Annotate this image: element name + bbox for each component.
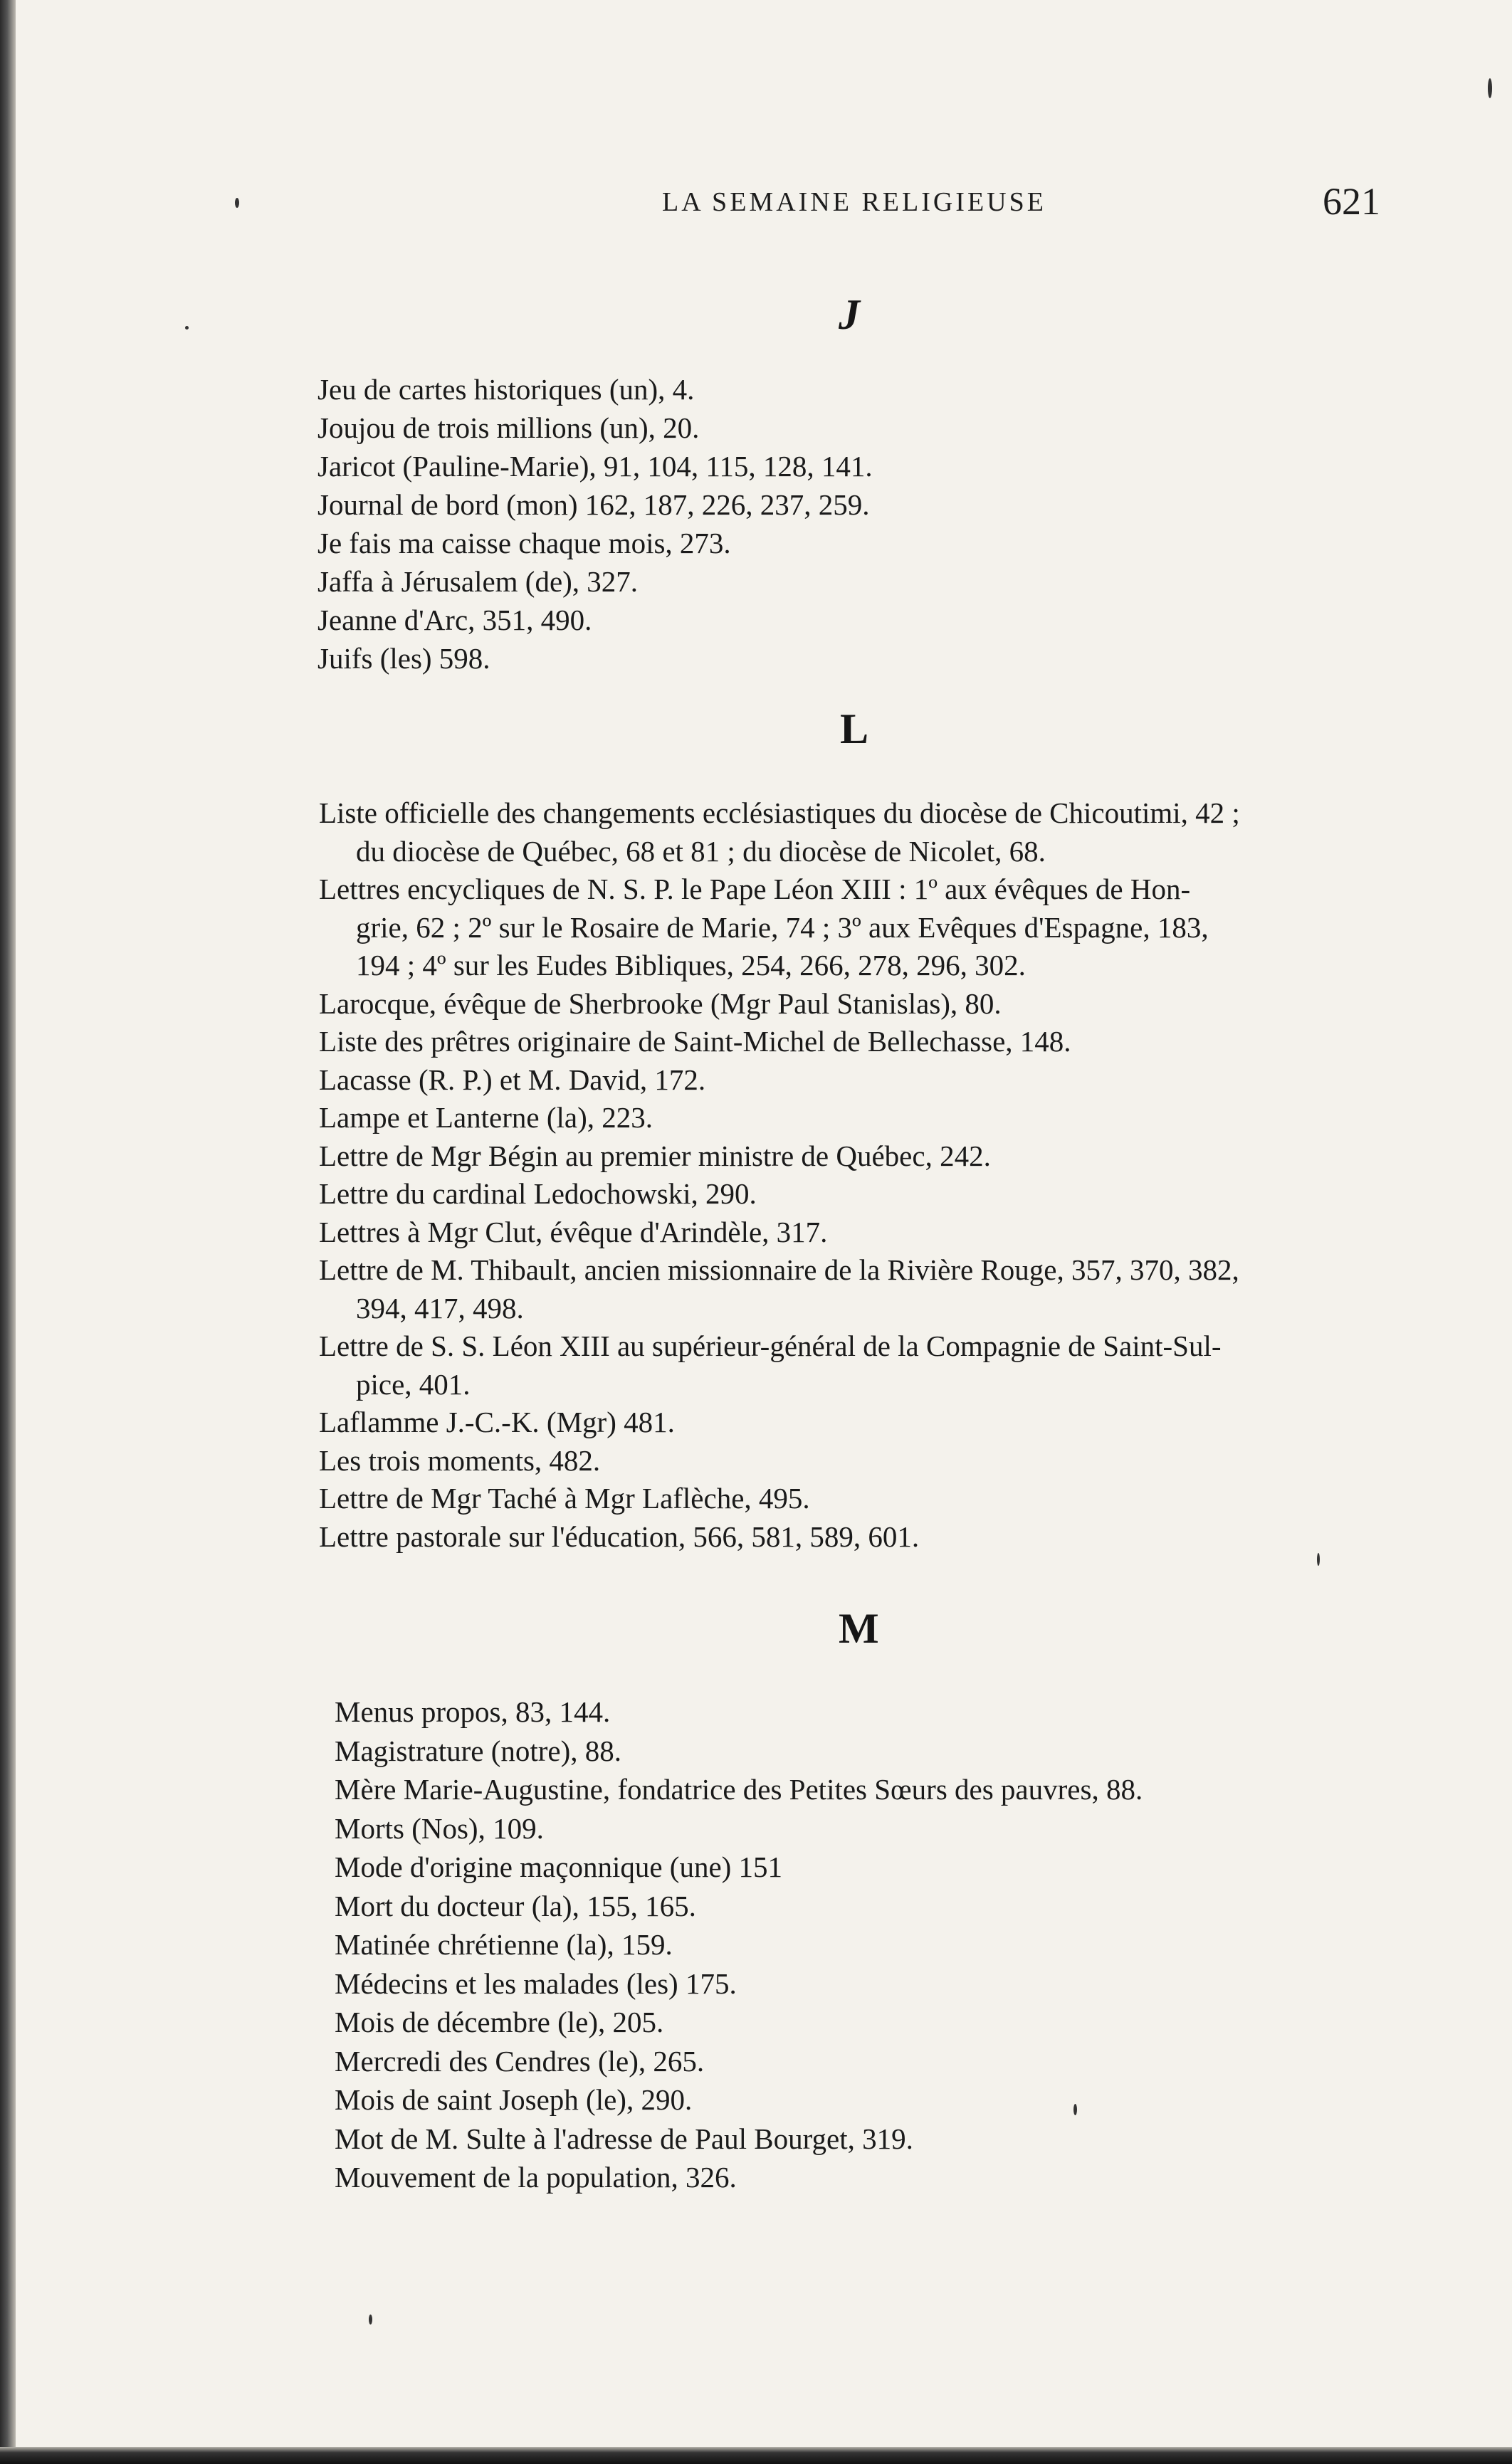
index-entry: Lettre du cardinal Ledochowski, 290. <box>319 1177 757 1210</box>
index-entry: Mouvement de la population, 326. <box>335 2161 737 2194</box>
scan-speck <box>1488 78 1492 98</box>
index-entry: Mois de saint Joseph (le), 290. <box>335 2083 693 2116</box>
index-entry: Lettre pastorale sur l'éducation, 566, 581, 589, 601. <box>319 1520 920 1553</box>
index-entry: Jaricot (Pauline-Marie), 91, 104, 115, 128, 141. <box>317 450 873 483</box>
index-entry: Magistrature (notre), 88. <box>335 1734 622 1767</box>
index-entry: Je fais ma caisse chaque mois, 273. <box>317 527 731 559</box>
index-entry: Matinée chrétienne (la), 159. <box>335 1928 673 1961</box>
scan-speck <box>369 2315 372 2325</box>
running-head: LA SEMAINE RELIGIEUSE <box>662 187 1046 217</box>
index-entry: Lettre de Mgr Taché à Mgr Laflèche, 495. <box>319 1482 810 1515</box>
index-entry-continuation: grie, 62 ; 2º sur le Rosaire de Marie, 74 ; 3º aux Evêques d'Espagne, 183, <box>356 910 1209 944</box>
page-number: 621 <box>1323 180 1380 223</box>
index-list-l <box>319 794 1240 1556</box>
index-entry: Mort du docteur (la), 155, 165. <box>335 1889 696 1922</box>
index-entry: Mois de décembre (le), 205. <box>335 2006 664 2038</box>
index-entry: Liste officielle des changements ecclésiastiques du diocèse de Chicoutimi, 42 ; <box>319 796 1240 829</box>
index-entry: Lettre de S. S. Léon XIII au supérieur-général de la Compagnie de Saint-Sul- <box>319 1330 1222 1362</box>
section-letter-l: L <box>840 705 869 752</box>
section-letter-j: J <box>839 291 860 338</box>
index-entry: Larocque, évêque de Sherbrooke (Mgr Paul Stanislas), 80. <box>319 986 1002 1020</box>
index-entry: Lampe et Lanterne (la), 223. <box>319 1101 653 1134</box>
index-entry: Mercredi des Cendres (le), 265. <box>335 2044 705 2078</box>
index-entry: Joujou de trois millions (un), 20. <box>317 411 700 444</box>
index-entry: Morts (Nos), 109. <box>335 1811 544 1845</box>
scan-speck <box>235 198 239 208</box>
scan-speck <box>1317 1553 1320 1566</box>
scan-speck <box>185 326 189 330</box>
index-entry: Mode d'origine maçonnique (une) 151 <box>335 1850 783 1883</box>
index-entry: Lettre de M. Thibault, ancien missionnaire de la Rivière Rouge, 357, 370, 382, <box>319 1253 1239 1286</box>
index-entry: Médecins et les malades (les) 175. <box>335 1967 737 2000</box>
index-entry-continuation: 394, 417, 498. <box>356 1291 524 1325</box>
index-entry: Juifs (les) 598. <box>317 642 490 675</box>
scan-bottom-border <box>0 2447 1512 2464</box>
index-entry: Journal de bord (mon) 162, 187, 226, 237, 259. <box>317 488 870 521</box>
index-entry: Jeu de cartes historiques (un), 4. <box>317 373 695 406</box>
index-entry: Jeanne d'Arc, 351, 490. <box>317 604 592 636</box>
index-entry-continuation: du diocèse de Québec, 68 et 81 ; du diocèse de Nicolet, 68. <box>356 834 1046 868</box>
index-entry: Lettres encycliques de N. S. P. le Pape Léon XIII : 1º aux évêques de Hon- <box>319 873 1191 905</box>
binding-edge-shadow <box>0 0 16 2464</box>
index-entry: Lettre de Mgr Bégin au premier ministre de Québec, 242. <box>319 1139 991 1172</box>
index-list-j <box>317 370 873 678</box>
index-entry: Laflamme J.-C.-K. (Mgr) 481. <box>319 1406 675 1438</box>
index-entry: Mot de M. Sulte à l'adresse de Paul Bourget, 319. <box>335 2122 913 2155</box>
index-entry: Lettres à Mgr Clut, évêque d'Arindèle, 317. <box>319 1215 828 1248</box>
section-letter-m: M <box>839 1605 879 1652</box>
index-entry: Les trois moments, 482. <box>319 1443 601 1477</box>
index-entry-continuation: 194 ; 4º sur les Eudes Bibliques, 254, 266, 278, 296, 302. <box>356 949 1026 981</box>
index-entry: Lacasse (R. P.) et M. David, 172. <box>319 1063 706 1096</box>
index-entry: Mère Marie-Augustine, fondatrice des Petites Sœurs des pauvres, 88. <box>335 1773 1143 1806</box>
index-list-m <box>335 1692 1143 2197</box>
index-entry: Liste des prêtres originaire de Saint-Michel de Bellechasse, 148. <box>319 1025 1071 1058</box>
index-entry: Menus propos, 83, 144. <box>335 1695 611 1728</box>
index-entry: Jaffa à Jérusalem (de), 327. <box>317 565 639 598</box>
index-entry-continuation: pice, 401. <box>356 1367 471 1401</box>
